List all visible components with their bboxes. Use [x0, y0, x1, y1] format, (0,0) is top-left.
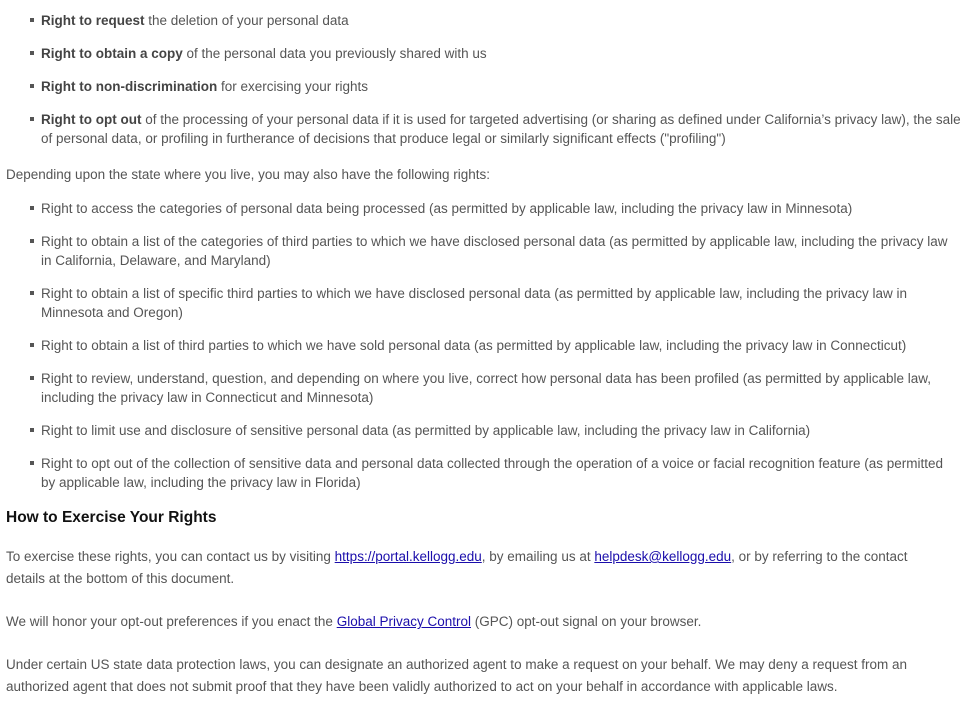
bullet-icon: [30, 18, 34, 22]
bullet-icon: [30, 117, 34, 121]
list-item: [6, 421, 961, 440]
right-description: Right to access the categories of personal data being processed (as permitted by applicable law, including the privacy law in Minnesota): [41, 201, 853, 216]
right-title: Right to non-discrimination: [41, 79, 218, 94]
right-description: Right to obtain a list of specific third parties to which we have disclosed personal data (as permitted by applicable law, including the privacy law in Minnesota and Oregon): [41, 286, 907, 320]
list-item: [6, 44, 961, 63]
bullet-icon: [30, 461, 34, 465]
right-description: the deletion of your personal data: [144, 13, 349, 28]
contact-paragraph: [6, 546, 941, 589]
authorized-agent-paragraph: Under certain US state data protection laws, you can designate an authorized agent to make a request on your behalf. We may deny a request from an authorized agent that does not submit proof that they have been validly authorized to act on your behalf in accordance with applicable laws.: [6, 657, 908, 694]
contact-text-middle: , by emailing us at: [481, 549, 595, 564]
right-description: Right to limit use and disclosure of sensitive personal data (as permitted by applicable law, including the privacy law in California): [41, 423, 811, 438]
list-item: [6, 369, 961, 407]
bullet-icon: [30, 291, 34, 295]
state-rights-intro: Depending upon the state where you live, you may also have the following rights:: [6, 167, 491, 182]
global-privacy-control-link[interactable]: Global Privacy Control: [336, 614, 471, 629]
portal-link[interactable]: https://portal.kellogg.edu: [334, 549, 482, 564]
section-heading: How to Exercise Your Rights: [6, 509, 217, 526]
right-title: Right to request: [41, 13, 145, 28]
bullet-icon: [30, 206, 34, 210]
list-item: [6, 232, 961, 270]
right-description: Right to obtain a list of third parties to which we have sold personal data (as permitted by applicable law, including the privacy law in Connecticut): [41, 338, 907, 353]
right-description: of the processing of your personal data if it is used for targeted advertising (or sharing as defined under California’s privacy law), the sale of personal data, or profiling in furtherance of decisions that produce legal or similarly significant effects ("profiling"): [41, 112, 961, 146]
bullet-icon: [30, 343, 34, 347]
contact-text-before: To exercise these rights, you can contact us by visiting: [6, 549, 335, 564]
list-item: [6, 199, 961, 218]
list-item: [6, 110, 961, 148]
right-title: Right to obtain a copy: [41, 46, 183, 61]
right-title: Right to opt out: [41, 112, 142, 127]
bullet-icon: [30, 51, 34, 55]
bullet-icon: [30, 84, 34, 88]
list-item: [6, 454, 961, 492]
helpdesk-email-link[interactable]: helpdesk@kellogg.edu: [594, 549, 732, 564]
bullet-icon: [30, 376, 34, 380]
list-item: [6, 11, 961, 30]
list-item: [6, 284, 961, 322]
right-description: Right to opt out of the collection of sensitive data and personal data collected through the operation of a voice or facial recognition feature (as permitted by applicable law, including the privacy law in Florida): [41, 456, 944, 490]
right-description: Right to obtain a list of the categories of third parties to which we have disclosed personal data (as permitted by applicable law, including the privacy law in California, Delaware, and Maryland): [41, 234, 948, 268]
right-description: Right to review, understand, question, and depending on where you live, correct how personal data has been profiled (as permitted by applicable law, including the privacy law in Connecticut and Minnesota): [41, 371, 932, 405]
right-description: of the personal data you previously shared with us: [182, 46, 487, 61]
gpc-text-before: We will honor your opt-out preferences if you enact the: [6, 614, 337, 629]
list-item: [6, 77, 961, 96]
gpc-paragraph: [6, 611, 941, 633]
list-item: [6, 336, 961, 355]
gpc-text-after: (GPC) opt-out signal on your browser.: [471, 614, 702, 629]
bullet-icon: [30, 428, 34, 432]
bullet-icon: [30, 239, 34, 243]
contact-text-after: , or by referring to the contact details at the bottom of this document.: [6, 549, 908, 586]
right-description: for exercising your rights: [217, 79, 369, 94]
